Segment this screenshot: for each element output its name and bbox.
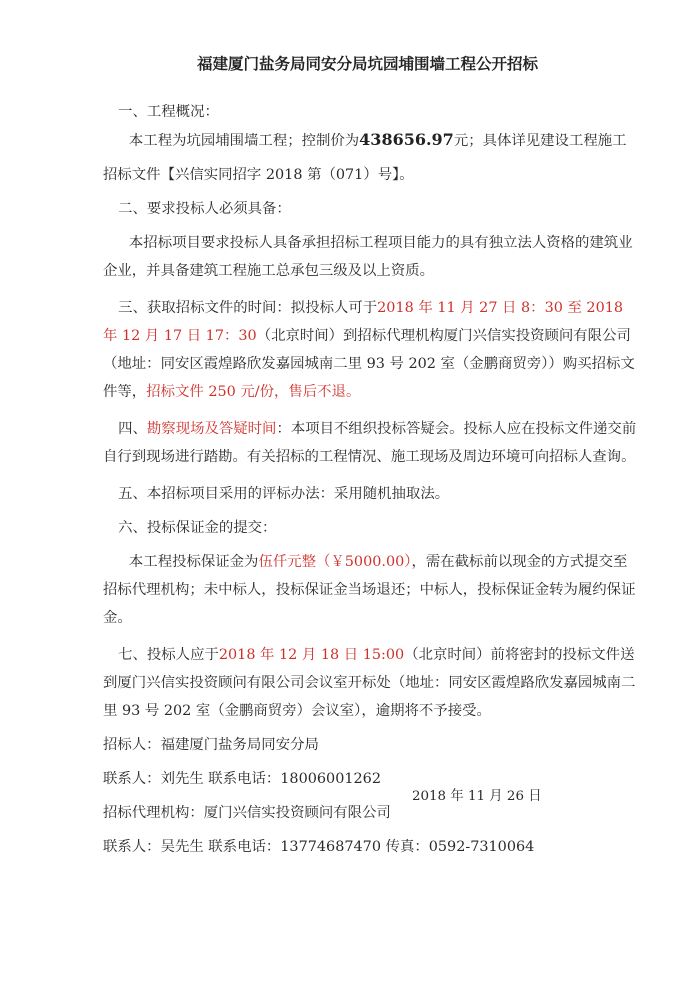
section-6-text-a: 本工程投标保证金为: [128, 554, 259, 570]
section-4-text-b: ：本项目不组织投标答疑会。投标人应在投标文件递交前自行到现场进行踏勘。有关招标的工程情况、施工现场及周边环境可向招标人查询。: [103, 421, 637, 465]
section-2-body: 本招标项目要求投标人具备承担招标工程项目能力的具有独立法人资格的建筑业企业，并具备建筑工程施工总承包三级及以上资质。: [103, 235, 633, 279]
section-3-time-range: 2018 年 11 月 27 日 8：30 至 2018 年 12 月 17 日 17：30: [103, 300, 624, 344]
section-6-heading: 六、投标保证金的提交：: [118, 520, 277, 536]
section-4-highlight: 勘察现场及答疑时间: [146, 421, 277, 437]
section-2-heading: 二、要求投标人必须具备：: [118, 201, 291, 217]
section-3-text-b: （北京时间）到招标代理机构厦门兴信实投资顾问有限公司（地址：同安区霞煌路欣发嘉园城南二里 93 号 202 室（金鹏商贸旁））购买招标文件等，: [103, 328, 635, 400]
section-6-body: [103, 548, 640, 632]
document-title: 福建厦门盐务局同安分局坑园埔围墙工程公开招标: [196, 54, 538, 73]
bid-bond-amount: 伍仟元整（￥5000.00）: [258, 554, 412, 570]
control-price: 438656.97: [359, 130, 454, 149]
section-3-body: [103, 294, 640, 406]
section-7-text-b: （北京时间）前将密封的投标文件送到厦门兴信实投资顾问有限公司会议室开标处（地址：同安区霞煌路欣发嘉园城南二里 93 号 202 室（金鹏商贸旁）会议室），逾期将不予接受。: [103, 647, 636, 719]
section-1-text-b: 元；具体详见建设工程施工: [453, 133, 627, 149]
agency-line: 招标代理机构：厦门兴信实投资顾问有限公司: [103, 805, 391, 821]
section-3-text-a: 三、获取招标文件的时间：拟投标人可于: [118, 300, 378, 316]
section-5-body: 五、本招标项目采用的评标办法：采用随机抽取法。: [118, 486, 450, 502]
section-1-doc-ref: 招标文件【兴信实同招字 2018 第（071）号】。: [103, 167, 414, 183]
section-4-text-a: 四、: [118, 421, 147, 437]
tenderer-line: 招标人：福建厦门盐务局同安分局: [103, 737, 319, 753]
section-7-text-a: 七、投标人应于: [118, 647, 219, 663]
section-6-text-b: ，需在截标前以现金的方式提交至招标代理机构；未中标人，投标保证金当场退还；中标人，投标保证金转为履约保证金。: [103, 554, 636, 626]
section-4-body: [103, 415, 640, 471]
section-7-body: [103, 641, 640, 725]
section-1-heading: 一、工程概况：: [118, 104, 219, 120]
agency-contact-line: 联系人：吴先生 联系电话：13774687470 传真：0592-7310064: [103, 839, 535, 855]
section-3-price: 招标文件 250 元/份，售后不退。: [146, 384, 361, 400]
section-1-body: [103, 126, 640, 155]
tenderer-contact-line: 联系人：刘先生 联系电话：18006001262: [103, 771, 381, 787]
issue-date: 2018 年 11 月 26 日: [412, 789, 542, 804]
section-1-text-a: 本工程为坑园埔围墙工程；控制价为: [128, 133, 360, 149]
bid-deadline: 2018 年 12 月 18 日 15:00: [218, 647, 405, 663]
